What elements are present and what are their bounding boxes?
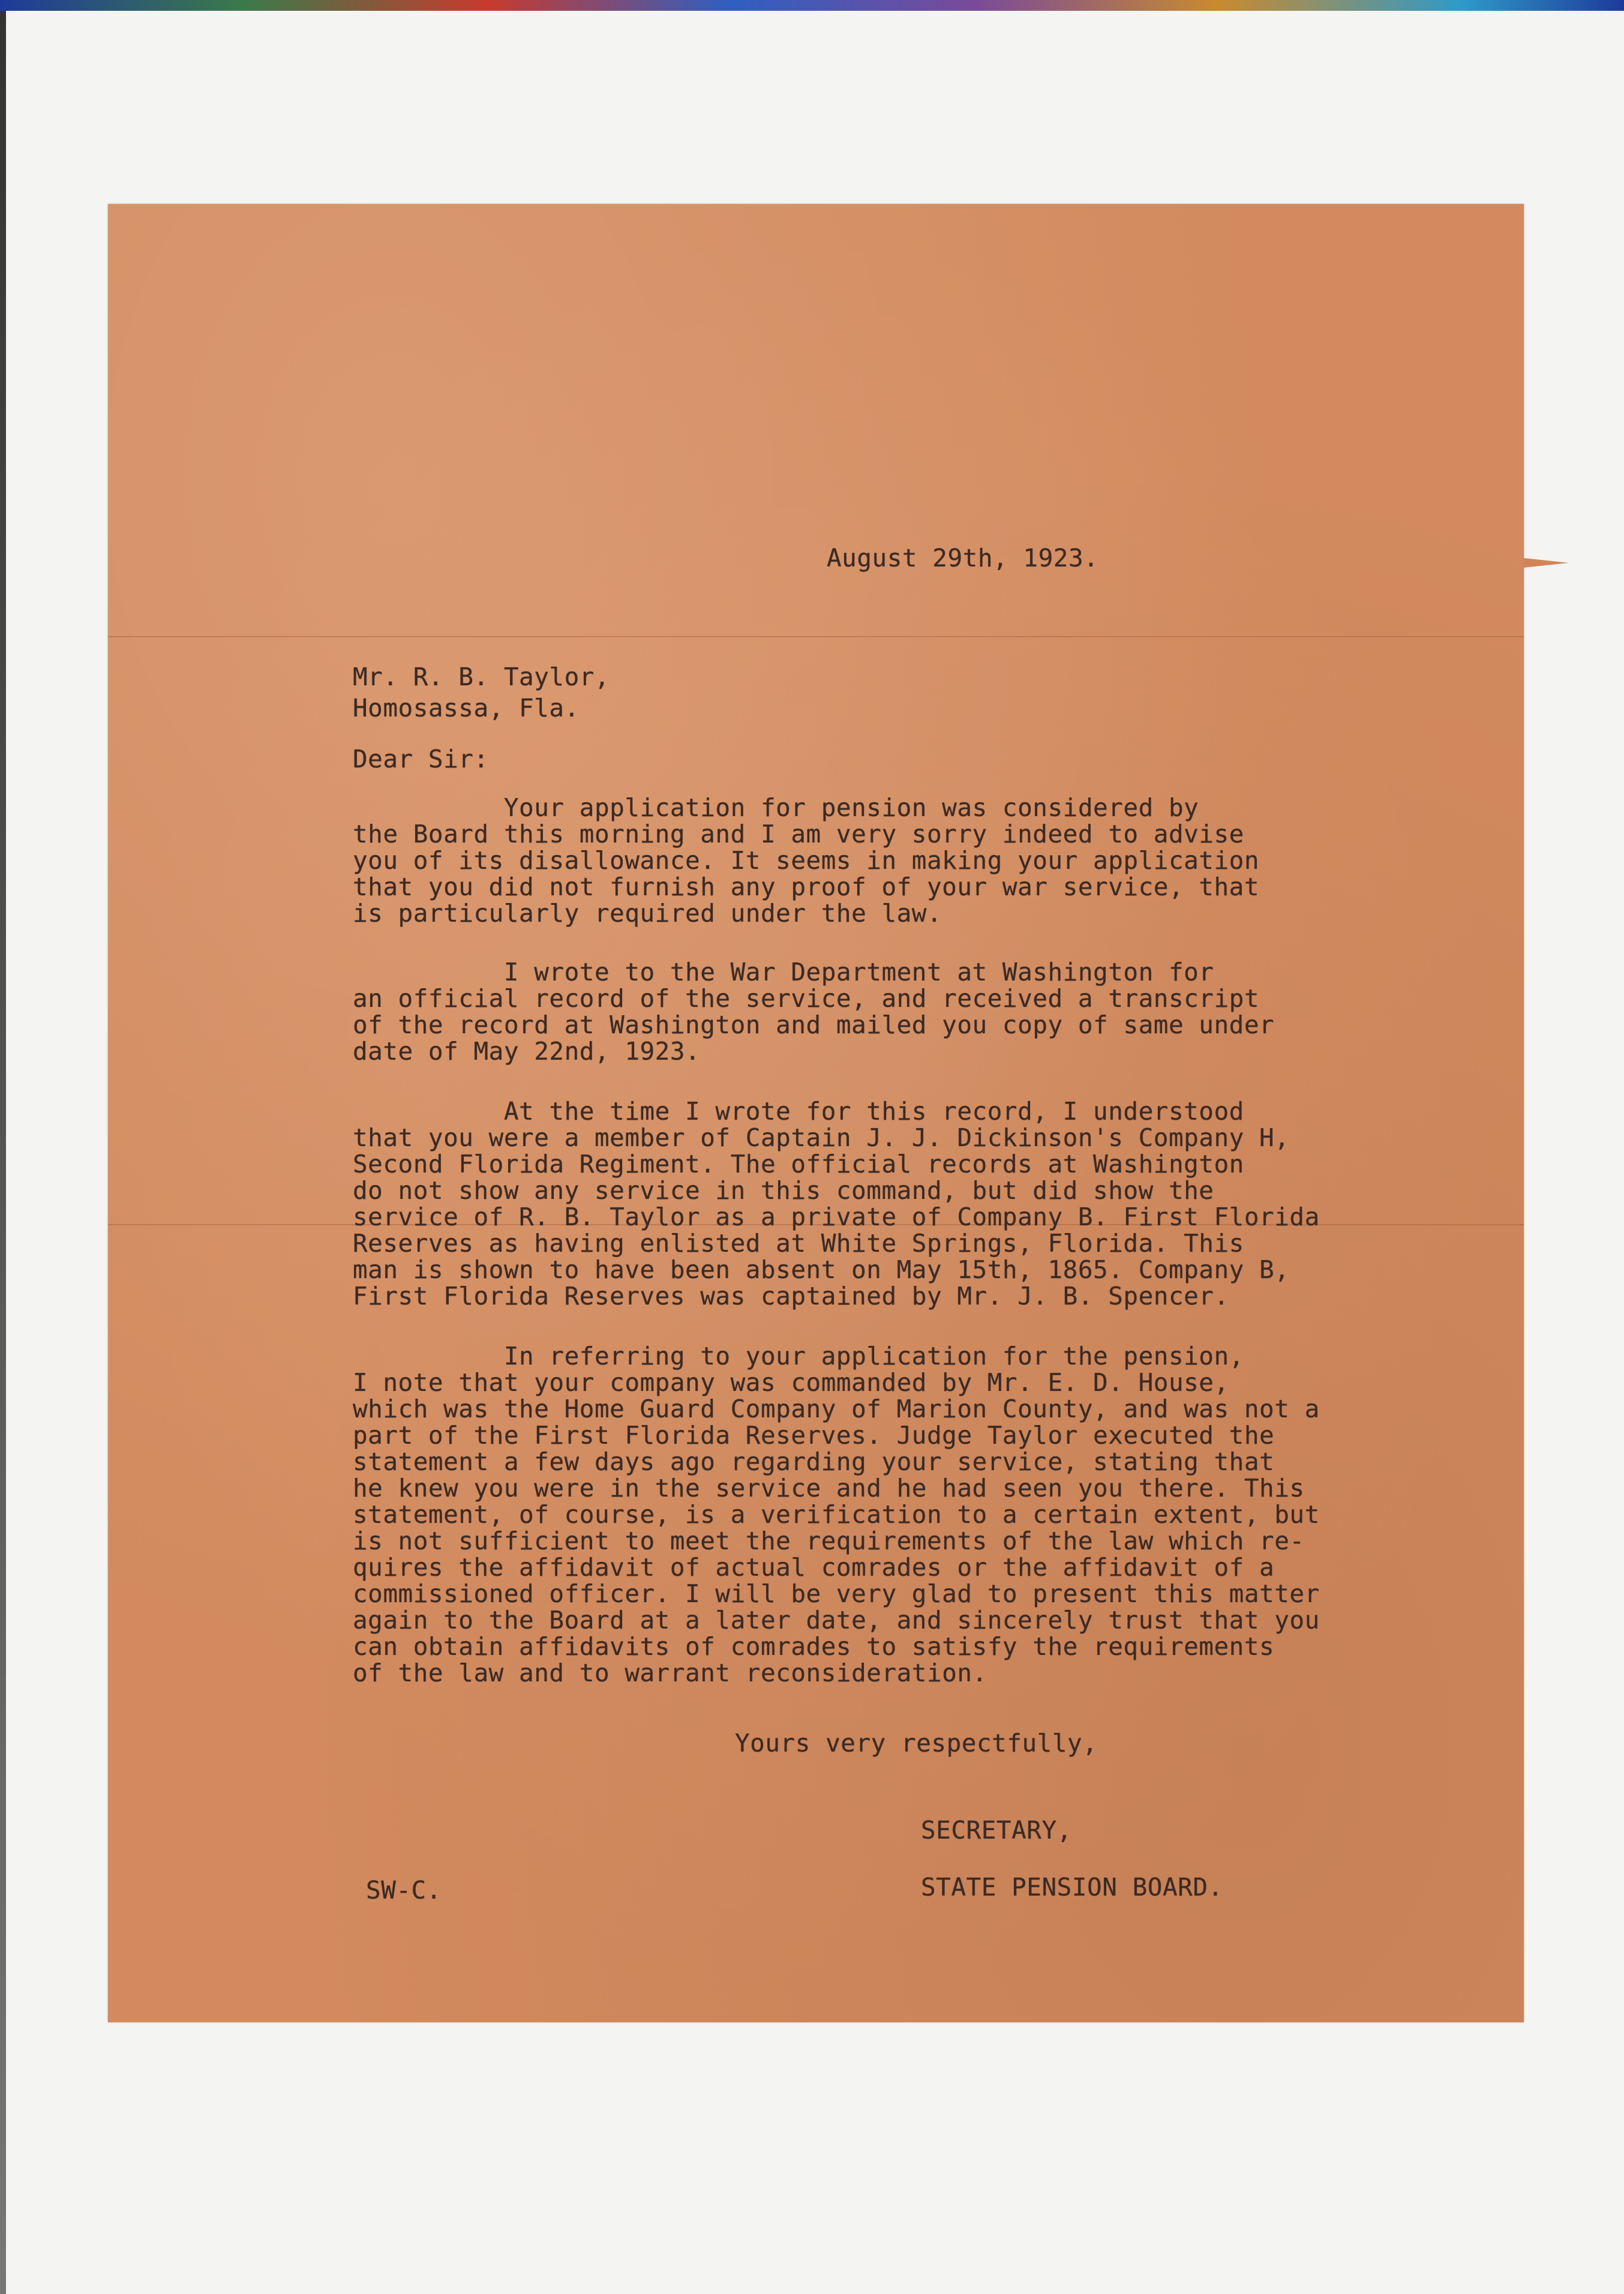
paragraph-4-line: statement a few days ago regarding your service, stating that [353, 1447, 1275, 1476]
signature-org: STATE PENSION BOARD. [921, 1873, 1223, 1902]
paragraph-1-line: is particularly required under the law. [353, 899, 942, 928]
closing: Yours very respectfully, [735, 1729, 1098, 1758]
paragraph-2-line: I wrote to the War Department at Washington for [353, 958, 1214, 986]
scan-top-edge [0, 0, 1624, 11]
paragraph-1-line: that you did not furnish any proof of your war service, that [353, 872, 1260, 901]
paragraph-3-line: At the time I wrote for this record, I understood [353, 1097, 1244, 1126]
paragraph-3-line: service of R. B. Taylor as a private of Company B. First Florida [353, 1203, 1320, 1231]
paragraph-4-line: again to the Board at a later date, and sincerely trust that you [353, 1606, 1320, 1635]
paragraph-4-line: statement, of course, is a verification to a certain extent, but [353, 1500, 1320, 1529]
paragraph-4-line: which was the Home Guard Company of Marion County, and was not a [353, 1395, 1320, 1423]
paragraph-2-line: of the record at Washington and mailed you copy of same under [353, 1010, 1275, 1039]
paragraph-3-line: do not show any service in this command, but did show the [353, 1176, 1214, 1205]
reference-initials: SW-C. [366, 1876, 442, 1905]
paragraph-4-line: In referring to your application for the pension, [353, 1342, 1244, 1371]
paragraph-3-line: Reserves as having enlisted at White Springs, Florida. This [353, 1229, 1244, 1258]
paragraph-4-line: he knew you were in the service and he had seen you there. This [353, 1474, 1305, 1503]
paragraph-4-line: I note that your company was commanded by Mr. E. D. House, [353, 1368, 1229, 1397]
paragraph-3-line: that you were a member of Captain J. J. Dickinson's Company H, [353, 1123, 1290, 1152]
addressee-place: Homosassa, Fla. [353, 694, 580, 722]
paragraph-4-line: can obtain affidavits of comrades to satisfy the requirements [353, 1632, 1275, 1661]
paragraph-4-line: is not sufficient to meet the requirements of the law which re- [353, 1527, 1305, 1555]
paragraph-3-line: First Florida Reserves was captained by Mr. J. B. Spencer. [353, 1282, 1229, 1311]
paragraph-4-line: quires the affidavit of actual comrades or the affidavit of a [353, 1553, 1275, 1582]
scan-left-edge [0, 11, 6, 2294]
paragraph-1-line: the Board this morning and I am very sorry indeed to advise [353, 820, 1244, 848]
fold-line [108, 636, 1524, 637]
paragraph-3-line: man is shown to have been absent on May 15th, 1865. Company B, [353, 1255, 1290, 1284]
paragraph-1-line: Your application for pension was considered by [353, 793, 1199, 822]
paragraph-2-line: date of May 22nd, 1923. [353, 1037, 701, 1066]
signature-title: SECRETARY, [921, 1816, 1072, 1845]
paragraph-3-line: Second Florida Regiment. The official records at Washington [353, 1150, 1244, 1179]
letter-date: August 29th, 1923. [827, 544, 1099, 572]
paragraph-4-line: of the law and to warrant reconsideration. [353, 1659, 987, 1687]
paragraph-4-line: part of the First Florida Reserves. Judge Taylor executed the [353, 1421, 1275, 1450]
paper-tear [1524, 558, 1569, 568]
addressee-name: Mr. R. B. Taylor, [353, 662, 610, 691]
paragraph-1-line: you of its disallowance. It seems in making your application [353, 846, 1260, 875]
paragraph-4-line: commissioned officer. I will be very glad to present this matter [353, 1579, 1320, 1608]
salutation: Dear Sir: [353, 745, 489, 773]
paragraph-2-line: an official record of the service, and received a transcript [353, 984, 1260, 1013]
